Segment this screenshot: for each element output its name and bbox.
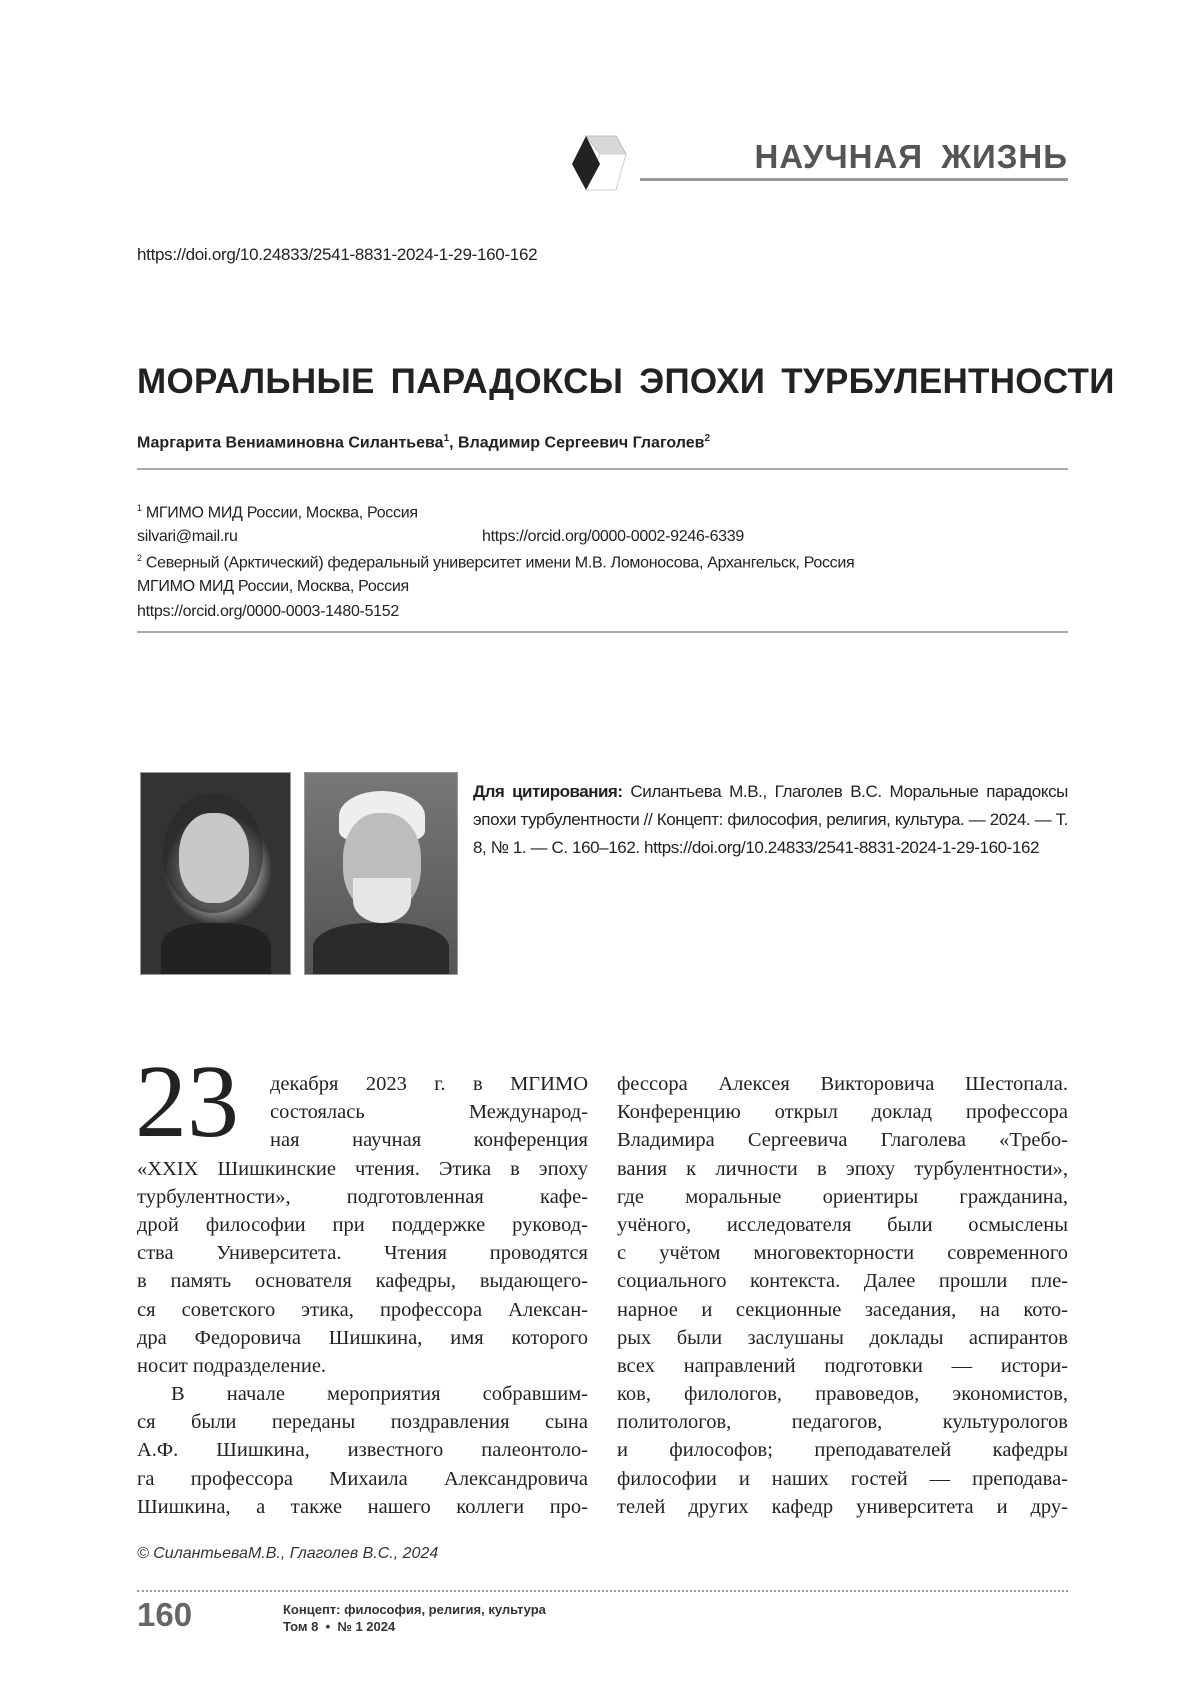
- header-rule: [640, 178, 1068, 181]
- copyright: © СилантьеваМ.В., Глаголев В.С., 2024: [137, 1545, 439, 1562]
- author-sup: 1: [443, 433, 450, 444]
- body-line: ная научная конференция: [270, 1129, 588, 1152]
- body-line: А.Ф. Шишкина, известного палеонтоло-: [137, 1439, 588, 1462]
- body-line: социального контекста. Далее прошли пле-: [617, 1270, 1068, 1293]
- orcid-link-2[interactable]: https://orcid.org/0000-0003-1480-5152: [137, 603, 399, 620]
- page-number: 160: [137, 1596, 193, 1633]
- drop-cap: 23: [135, 1044, 239, 1159]
- divider: [137, 468, 1068, 470]
- body-line: учёного, исследователя были осмыслены: [617, 1213, 1068, 1236]
- doi-link[interactable]: https://doi.org/10.24833/2541-8831-2024-1-29-160-162: [137, 245, 538, 264]
- body-column-left: [137, 1070, 588, 1521]
- body-line: дра Федоровича Шишкина, имя которого: [137, 1326, 588, 1349]
- body-line: нарное и секционные заседания, на кото-: [617, 1298, 1068, 1321]
- body-line: ся были переданы поздравления сына: [137, 1411, 588, 1434]
- aff-sup: 2: [137, 553, 142, 563]
- author-sup: 2: [704, 433, 711, 444]
- body-line: турбулентности», подготовленная кафе-: [137, 1185, 588, 1208]
- body-line: всех направлений подготовки — истори-: [617, 1354, 1068, 1377]
- body-line: носит подразделение.: [137, 1354, 327, 1377]
- citation-label: Для цитирования:: [473, 782, 623, 801]
- body-line: в память основателя кафедры, выдающего-: [137, 1270, 588, 1293]
- body-line: В начале мероприятия собравшим-: [171, 1383, 588, 1406]
- journal-issue: Том 8 • № 1 2024: [283, 1619, 396, 1634]
- body-line: состоялась Международ-: [270, 1101, 588, 1124]
- body-line: декабря 2023 г. в МГИМО: [270, 1073, 588, 1095]
- body-line: Шишкина, а также нашего коллеги про-: [137, 1495, 588, 1518]
- author-photo-2: [304, 772, 458, 975]
- citation-block: [473, 778, 1068, 862]
- body-line: га профессора Михаила Александровича: [137, 1467, 588, 1490]
- body-line: ков, филологов, правоведов, экономистов,: [617, 1383, 1068, 1406]
- aff-text: МГИМО МИД России, Москва, Россия: [145, 504, 418, 522]
- body-line: ства Университета. Чтения проводятся: [137, 1242, 588, 1265]
- aff-text: Северный (Арктический) федеральный университет имени М.В. Ломоносова, Архангельск, Россия: [145, 554, 855, 572]
- journal-name: Концепт: философия, религия, культура: [283, 1602, 546, 1617]
- body-line: ся советского этика, профессора Алексан-: [137, 1298, 588, 1321]
- body-line: «XXIX Шишкинские чтения. Этика в эпоху: [137, 1157, 588, 1180]
- body-line: дрой философии при поддержке руковод-: [137, 1213, 588, 1236]
- affiliation-1: [137, 503, 418, 522]
- divider: [137, 631, 1068, 633]
- body-line: с учётом многовекторности современного: [617, 1242, 1068, 1265]
- body-line: где моральные ориентиры гражданина,: [617, 1185, 1068, 1208]
- author-email[interactable]: silvari@mail.ru: [137, 528, 238, 545]
- body-column-right: [617, 1070, 1068, 1521]
- author-name: Владимир Сергеевич Глаголев: [458, 434, 705, 452]
- body-line: рых были заслушаны доклады аспирантов: [617, 1326, 1068, 1349]
- body-line: Владимира Сергеевича Глаголева «Требо-: [617, 1129, 1068, 1152]
- body-line: телей других кафедр университета и дру-: [617, 1495, 1068, 1518]
- cube-logo-icon: [570, 134, 630, 194]
- author-name: Маргарита Вениаминовна Силантьева: [137, 434, 444, 452]
- section-title: НАУЧНАЯ ЖИЗНЬ: [754, 138, 1068, 175]
- authors: Маргарита Вениаминовна Силантьева$^1$, Владимир Сергеевич Глаголев$^2$: [137, 433, 711, 452]
- footer-dotted-rule: [137, 1590, 1068, 1592]
- body-line: фессора Алексея Викторовича Шестопала.: [617, 1073, 1068, 1095]
- affiliation-2: [137, 553, 854, 572]
- author-photo-1: [140, 772, 291, 975]
- body-line: философии и наших гостей — преподава-: [617, 1467, 1068, 1490]
- affiliation-2-second: МГИМО МИД России, Москва, Россия: [137, 578, 409, 595]
- body-line: и философов; преподавателей кафедры: [617, 1439, 1068, 1462]
- aff-sup: 1: [137, 503, 142, 513]
- citation-text: Силантьева М.В., Глаголев В.С. Моральные парадоксы эпохи турбулентности // Концепт: философия, религия, культура. — 2024. — Т. 8, № 1. — С. 160–162. https://doi.org/10.24833/2541-8831-2024-1-29-160-162: [473, 782, 1068, 857]
- orcid-link-1[interactable]: https://orcid.org/0000-0002-9246-6339: [482, 528, 744, 545]
- body-line: политологов, педагогов, культурологов: [617, 1411, 1068, 1434]
- article-title: МОРАЛЬНЫЕ ПАРАДОКСЫ ЭПОХИ ТУРБУЛЕНТНОСТИ: [137, 362, 1115, 401]
- body-line: вания к личности в эпоху турбулентности»,: [617, 1157, 1068, 1180]
- body-line: Конференцию открыл доклад профессора: [617, 1101, 1068, 1124]
